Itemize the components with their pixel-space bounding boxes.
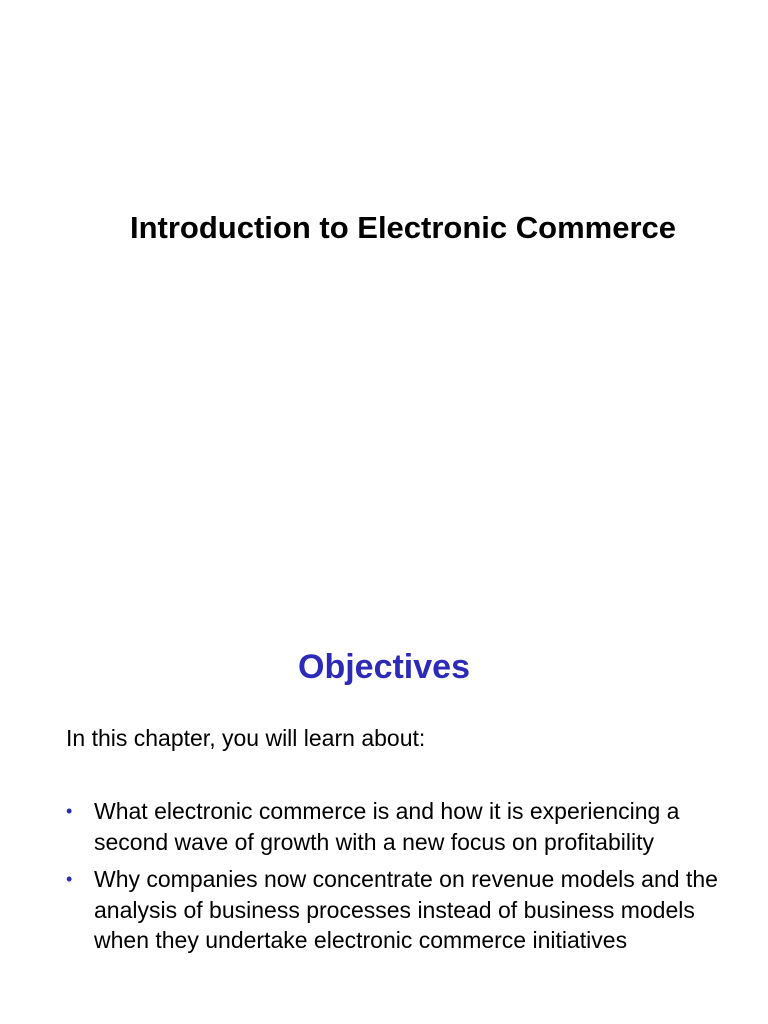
objectives-heading: Objectives (298, 648, 470, 686)
list-item (66, 796, 726, 857)
list-item-text: Why companies now concentrate on revenue models and the analysis of business processes instead of business models when they undertake electronic commerce initiatives (94, 866, 718, 953)
list-item-text: What electronic commerce is and how it is experiencing a second wave of growth with a new focus on profitability (94, 798, 680, 855)
bullet-dot-icon: • (66, 801, 73, 821)
list-item (66, 864, 726, 956)
bullet-dot-icon: • (66, 869, 73, 889)
objectives-list (66, 796, 726, 963)
objectives-intro: In this chapter, you will learn about: (66, 725, 426, 751)
slide-title: Introduction to Electronic Commerce (129, 210, 676, 245)
